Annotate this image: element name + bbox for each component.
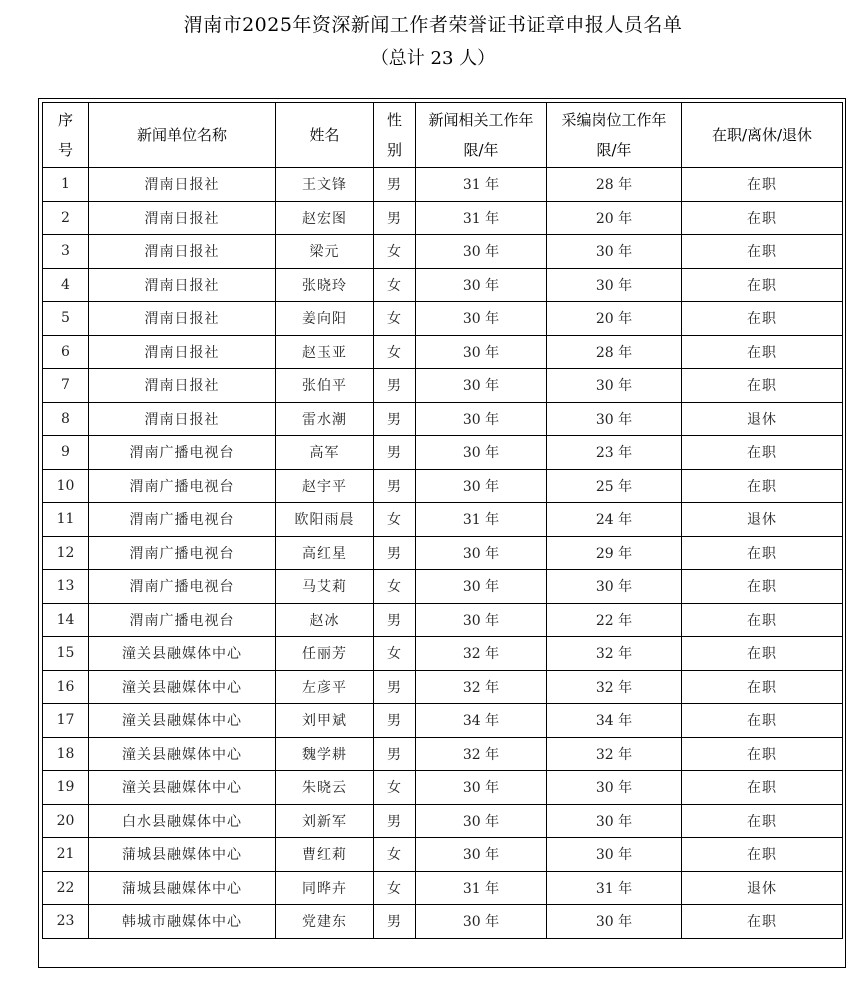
cell-status: 在职	[682, 168, 843, 202]
cell-name: 同晔卉	[276, 871, 374, 905]
cell-gender: 男	[374, 804, 416, 838]
cell-unit: 潼关县融媒体中心	[89, 637, 276, 671]
cell-edit-years: 30 年	[547, 235, 682, 269]
table-row	[43, 201, 843, 235]
cell-status: 在职	[682, 268, 843, 302]
cell-news-years: 31 年	[416, 871, 547, 905]
table-row	[43, 670, 843, 704]
cell-news-years: 30 年	[416, 771, 547, 805]
cell-gender: 男	[374, 603, 416, 637]
cell-edit-years: 22 年	[547, 603, 682, 637]
cell-index: 11	[43, 503, 89, 537]
cell-index: 1	[43, 168, 89, 202]
cell-unit: 渭南日报社	[89, 268, 276, 302]
cell-index: 7	[43, 369, 89, 403]
cell-news-years: 32 年	[416, 670, 547, 704]
cell-unit: 渭南广播电视台	[89, 469, 276, 503]
cell-gender: 女	[374, 235, 416, 269]
cell-index: 20	[43, 804, 89, 838]
cell-edit-years: 30 年	[547, 268, 682, 302]
cell-news-years: 32 年	[416, 637, 547, 671]
cell-news-years: 30 年	[416, 268, 547, 302]
cell-index: 14	[43, 603, 89, 637]
cell-edit-years: 30 年	[547, 402, 682, 436]
table-row	[43, 637, 843, 671]
cell-news-years: 32 年	[416, 737, 547, 771]
cell-status: 在职	[682, 469, 843, 503]
cell-gender: 女	[374, 335, 416, 369]
cell-news-years: 31 年	[416, 503, 547, 537]
cell-unit: 渭南广播电视台	[89, 603, 276, 637]
cell-name: 姜向阳	[276, 302, 374, 336]
document-title: 渭南市2025年资深新闻工作者荣誉证书证章申报人员名单	[183, 14, 683, 36]
cell-unit: 潼关县融媒体中心	[89, 771, 276, 805]
cell-edit-years: 34 年	[547, 704, 682, 738]
table-row	[43, 771, 843, 805]
table-row	[43, 838, 843, 872]
cell-edit-years: 29 年	[547, 536, 682, 570]
cell-news-years: 30 年	[416, 570, 547, 604]
cell-status: 在职	[682, 771, 843, 805]
cell-news-years: 34 年	[416, 704, 547, 738]
cell-index: 3	[43, 235, 89, 269]
cell-status: 在职	[682, 536, 843, 570]
cell-unit: 渭南日报社	[89, 201, 276, 235]
cell-index: 13	[43, 570, 89, 604]
document-subtitle: （总计 23 人）	[370, 48, 496, 69]
cell-status: 在职	[682, 235, 843, 269]
cell-gender: 女	[374, 871, 416, 905]
cell-unit: 潼关县融媒体中心	[89, 704, 276, 738]
cell-news-years: 30 年	[416, 603, 547, 637]
cell-news-years: 30 年	[416, 302, 547, 336]
cell-gender: 男	[374, 436, 416, 470]
table-row	[43, 469, 843, 503]
cell-index: 12	[43, 536, 89, 570]
header-unit: 新闻单位名称	[89, 103, 276, 168]
cell-name: 刘新军	[276, 804, 374, 838]
cell-news-years: 30 年	[416, 369, 547, 403]
cell-gender: 男	[374, 704, 416, 738]
cell-status: 退休	[682, 871, 843, 905]
cell-index: 9	[43, 436, 89, 470]
header-edit-years: 采编岗位工作年限/年	[547, 103, 682, 168]
cell-name: 欧阳雨晨	[276, 503, 374, 537]
cell-news-years: 31 年	[416, 168, 547, 202]
cell-status: 在职	[682, 838, 843, 872]
cell-edit-years: 30 年	[547, 804, 682, 838]
cell-name: 赵宇平	[276, 469, 374, 503]
personnel-table	[42, 102, 843, 939]
cell-gender: 女	[374, 771, 416, 805]
table-row	[43, 268, 843, 302]
cell-edit-years: 24 年	[547, 503, 682, 537]
cell-name: 刘甲斌	[276, 704, 374, 738]
cell-unit: 渭南广播电视台	[89, 436, 276, 470]
cell-name: 朱晓云	[276, 771, 374, 805]
cell-news-years: 30 年	[416, 335, 547, 369]
cell-gender: 男	[374, 469, 416, 503]
cell-edit-years: 23 年	[547, 436, 682, 470]
cell-name: 张晓玲	[276, 268, 374, 302]
cell-gender: 女	[374, 570, 416, 604]
table-row	[43, 369, 843, 403]
table-row	[43, 804, 843, 838]
cell-edit-years: 30 年	[547, 369, 682, 403]
cell-status: 在职	[682, 335, 843, 369]
cell-news-years: 30 年	[416, 402, 547, 436]
cell-edit-years: 30 年	[547, 905, 682, 939]
cell-gender: 男	[374, 536, 416, 570]
cell-gender: 男	[374, 670, 416, 704]
table-row	[43, 536, 843, 570]
cell-gender: 男	[374, 905, 416, 939]
cell-unit: 韩城市融媒体中心	[89, 905, 276, 939]
cell-news-years: 31 年	[416, 201, 547, 235]
cell-unit: 渭南广播电视台	[89, 503, 276, 537]
cell-edit-years: 32 年	[547, 670, 682, 704]
cell-unit: 渭南广播电视台	[89, 570, 276, 604]
cell-index: 23	[43, 905, 89, 939]
header-status: 在职/离休/退休	[682, 103, 843, 168]
cell-unit: 白水县融媒体中心	[89, 804, 276, 838]
cell-news-years: 30 年	[416, 905, 547, 939]
cell-status: 在职	[682, 804, 843, 838]
cell-name: 赵冰	[276, 603, 374, 637]
cell-index: 2	[43, 201, 89, 235]
cell-news-years: 30 年	[416, 536, 547, 570]
cell-edit-years: 30 年	[547, 838, 682, 872]
cell-gender: 女	[374, 838, 416, 872]
cell-news-years: 30 年	[416, 436, 547, 470]
cell-name: 左彦平	[276, 670, 374, 704]
cell-edit-years: 28 年	[547, 168, 682, 202]
cell-gender: 女	[374, 637, 416, 671]
cell-unit: 渭南日报社	[89, 235, 276, 269]
cell-name: 任丽芳	[276, 637, 374, 671]
table-header-row	[43, 103, 843, 168]
cell-status: 在职	[682, 603, 843, 637]
cell-gender: 男	[374, 369, 416, 403]
cell-edit-years: 20 年	[547, 302, 682, 336]
cell-news-years: 30 年	[416, 838, 547, 872]
cell-edit-years: 31 年	[547, 871, 682, 905]
table-row	[43, 503, 843, 537]
cell-status: 在职	[682, 201, 843, 235]
cell-name: 赵宏图	[276, 201, 374, 235]
table-row	[43, 603, 843, 637]
cell-status: 退休	[682, 503, 843, 537]
cell-unit: 潼关县融媒体中心	[89, 670, 276, 704]
cell-status: 在职	[682, 704, 843, 738]
table-row	[43, 335, 843, 369]
cell-status: 在职	[682, 905, 843, 939]
cell-gender: 男	[374, 168, 416, 202]
cell-index: 6	[43, 335, 89, 369]
table-row	[43, 235, 843, 269]
table-row	[43, 570, 843, 604]
cell-name: 张伯平	[276, 369, 374, 403]
cell-index: 5	[43, 302, 89, 336]
cell-edit-years: 25 年	[547, 469, 682, 503]
cell-index: 21	[43, 838, 89, 872]
cell-unit: 蒲城县融媒体中心	[89, 838, 276, 872]
cell-status: 在职	[682, 436, 843, 470]
cell-index: 8	[43, 402, 89, 436]
cell-index: 15	[43, 637, 89, 671]
header-gender: 性别	[374, 103, 416, 168]
header-index: 序号	[43, 103, 89, 168]
cell-index: 10	[43, 469, 89, 503]
cell-edit-years: 30 年	[547, 570, 682, 604]
header-news-years: 新闻相关工作年限/年	[416, 103, 547, 168]
cell-name: 王文锋	[276, 168, 374, 202]
cell-status: 在职	[682, 302, 843, 336]
cell-unit: 潼关县融媒体中心	[89, 737, 276, 771]
cell-status: 在职	[682, 670, 843, 704]
cell-status: 退休	[682, 402, 843, 436]
cell-index: 19	[43, 771, 89, 805]
cell-index: 18	[43, 737, 89, 771]
table-row	[43, 737, 843, 771]
cell-gender: 女	[374, 503, 416, 537]
cell-name: 高红星	[276, 536, 374, 570]
cell-status: 在职	[682, 570, 843, 604]
cell-name: 高军	[276, 436, 374, 470]
cell-news-years: 30 年	[416, 469, 547, 503]
cell-edit-years: 30 年	[547, 771, 682, 805]
table-body	[43, 168, 843, 939]
cell-gender: 男	[374, 402, 416, 436]
cell-unit: 渭南日报社	[89, 369, 276, 403]
table-row	[43, 871, 843, 905]
table-row	[43, 402, 843, 436]
cell-news-years: 30 年	[416, 235, 547, 269]
cell-gender: 女	[374, 268, 416, 302]
cell-edit-years: 20 年	[547, 201, 682, 235]
table-row	[43, 905, 843, 939]
cell-unit: 蒲城县融媒体中心	[89, 871, 276, 905]
cell-status: 在职	[682, 737, 843, 771]
cell-unit: 渭南日报社	[89, 402, 276, 436]
cell-edit-years: 28 年	[547, 335, 682, 369]
cell-gender: 男	[374, 737, 416, 771]
table-row	[43, 436, 843, 470]
cell-name: 曹红莉	[276, 838, 374, 872]
cell-name: 梁元	[276, 235, 374, 269]
cell-unit: 渭南日报社	[89, 168, 276, 202]
table-row	[43, 302, 843, 336]
cell-index: 17	[43, 704, 89, 738]
header-name: 姓名	[276, 103, 374, 168]
cell-name: 马艾莉	[276, 570, 374, 604]
cell-index: 16	[43, 670, 89, 704]
cell-name: 雷水潮	[276, 402, 374, 436]
cell-edit-years: 32 年	[547, 637, 682, 671]
cell-name: 赵玉亚	[276, 335, 374, 369]
cell-news-years: 30 年	[416, 804, 547, 838]
table-row	[43, 704, 843, 738]
cell-name: 魏学耕	[276, 737, 374, 771]
cell-edit-years: 32 年	[547, 737, 682, 771]
cell-unit: 渭南日报社	[89, 335, 276, 369]
cell-gender: 女	[374, 302, 416, 336]
cell-index: 4	[43, 268, 89, 302]
table-row	[43, 168, 843, 202]
cell-name: 党建东	[276, 905, 374, 939]
cell-status: 在职	[682, 369, 843, 403]
cell-gender: 男	[374, 201, 416, 235]
cell-unit: 渭南日报社	[89, 302, 276, 336]
cell-status: 在职	[682, 637, 843, 671]
cell-unit: 渭南广播电视台	[89, 536, 276, 570]
cell-index: 22	[43, 871, 89, 905]
